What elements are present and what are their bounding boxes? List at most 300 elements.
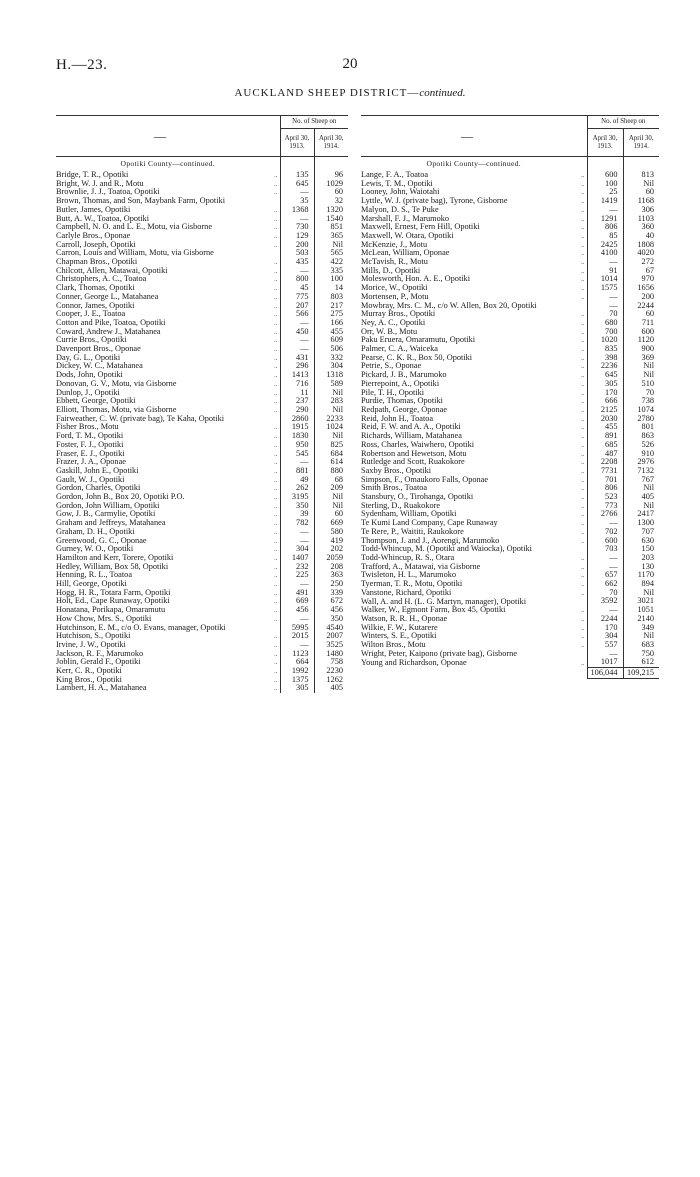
sheep-1914: 580 — [314, 528, 348, 537]
sheep-1913: — — [280, 580, 314, 589]
sheep-1913: — — [587, 206, 623, 215]
owner-name: Donovan, G. V., Motu, via Gisborne — [56, 379, 177, 388]
leader-dots: .. — [581, 275, 585, 284]
owner-name: Pierrepoint, A., Opotiki — [361, 379, 440, 388]
owner-name: Chapman Bros., Opotiki — [56, 258, 138, 267]
owner-name: Rutledge and Scott, Ruakokore — [361, 458, 465, 467]
owner-name: Brownlie, J. J., Toatoa, Opotiki — [56, 188, 160, 197]
sheep-1913: — — [280, 267, 314, 276]
owner-name: Wilton Bros., Motu — [361, 640, 426, 649]
leader-dots: .. — [274, 205, 278, 214]
owner-name: Davenport Bros., Oponae — [56, 345, 141, 354]
sheep-1913: 1020 — [587, 336, 623, 345]
leader-dots: .. — [274, 379, 278, 388]
sheep-1914: 369 — [623, 354, 659, 363]
owner-name: Foster, F. J., Opotiki — [56, 440, 124, 449]
sheep-1914: 1103 — [623, 215, 659, 224]
sheep-1914: 669 — [314, 519, 348, 528]
sheep-1914: 2233 — [314, 415, 348, 424]
leader-dots: .. — [274, 345, 278, 354]
sheep-1913: 2030 — [587, 415, 623, 424]
sheep-1913: 702 — [587, 528, 623, 537]
right-section-heading: Opotiki County—continued. — [426, 159, 521, 168]
owner-name: Murray Bros., Opotiki — [361, 310, 436, 319]
leader-dots: .. — [274, 214, 278, 223]
sheep-1914: Nil — [623, 632, 659, 641]
owner-name: Connor, James, Opotiki — [56, 301, 135, 310]
owner-name: Gordon, Charles, Opotiki — [56, 484, 141, 493]
leader-dots: .. — [581, 310, 585, 319]
leader-dots: .. — [274, 493, 278, 502]
leader-dots: .. — [581, 258, 585, 267]
sheep-1913: 435 — [280, 258, 314, 267]
owner-name: Marshall, F. J., Marumoko — [361, 214, 450, 223]
leader-dots: .. — [274, 527, 278, 536]
sheep-1913: 450 — [280, 328, 314, 337]
sheep-1914: 60 — [623, 188, 659, 197]
leader-dots: .. — [274, 327, 278, 336]
sheep-1914: 32 — [314, 197, 348, 206]
owner-name: Sydenham, William, Opotiki — [361, 510, 457, 519]
leader-dots: .. — [581, 571, 585, 580]
sheep-1913: 85 — [587, 232, 623, 241]
owner-name: Elliott, Thomas, Motu, via Gisborne — [56, 405, 177, 414]
left-table — [56, 115, 348, 693]
owner-name: Kerr, C. R., Opotiki — [56, 667, 122, 676]
sheep-1914: 60 — [623, 310, 659, 319]
sheep-1913: 225 — [280, 571, 314, 580]
owner-name: Te Kumi Land Company, Cape Runaway — [361, 519, 498, 528]
sheep-1914: 750 — [623, 650, 659, 659]
sheep-1913: 350 — [280, 502, 314, 511]
sheep-1914: 4540 — [314, 624, 348, 633]
leader-dots: .. — [274, 292, 278, 301]
sheep-1914: 2244 — [623, 302, 659, 311]
owner-name: Pickard, J. B., Marumoko — [361, 371, 447, 380]
leader-dots: .. — [581, 519, 585, 528]
sheep-1914: 209 — [314, 484, 348, 493]
owner-name: Hutchinson, E. M., c/o O. Evans, manager, Opotiki — [56, 623, 226, 632]
leader-dots: .. — [274, 275, 278, 284]
owner-name: Fairweather, C. W. (private bag), Te Kaha, Opotiki — [56, 414, 225, 423]
right-panel — [361, 115, 659, 679]
leader-dots: .. — [581, 388, 585, 397]
sheep-1914: 60 — [314, 188, 348, 197]
sheep-1913: 170 — [587, 624, 623, 633]
sheep-1913: — — [280, 641, 314, 650]
leader-dots: .. — [581, 284, 585, 293]
owner-name: Twisleton, H. L., Marumoko — [361, 571, 457, 580]
leader-dots: .. — [274, 188, 278, 197]
leader-dots: .. — [581, 614, 585, 623]
owner-name: Dickey, W. C., Matahanea — [56, 362, 143, 371]
leader-dots: .. — [581, 606, 585, 615]
owner-name: Todd-Whincup, R. S., Otara — [361, 553, 455, 562]
leader-dots: .. — [274, 658, 278, 667]
leader-dots: .. — [274, 649, 278, 658]
sheep-1913: 891 — [587, 432, 623, 441]
owner-name: Maxwell, W. Otara, Opotiki — [361, 231, 454, 240]
sheep-1913: 1413 — [280, 371, 314, 380]
sheep-1914: 363 — [314, 571, 348, 580]
owner-name: Trafford, A., Matawai, via Gisborne — [361, 562, 481, 571]
owner-name: Todd-Whincup, M. (Opotiki and Waiocka), Opotiki — [361, 545, 532, 554]
leader-dots: .. — [274, 597, 278, 606]
leader-dots: .. — [274, 466, 278, 475]
sheep-1913: 456 — [280, 606, 314, 615]
owner-name: Young and Richardson, Oponae — [361, 658, 467, 667]
leader-dots: .. — [274, 588, 278, 597]
owner-name: Lyttle, W. J. (private bag), Tyrone, Gisborne — [361, 197, 508, 206]
owner-name: Sterling, D., Ruakokore — [361, 501, 441, 510]
left-section-heading: Opotiki County—continued. — [120, 159, 215, 168]
sheep-1914: Nil — [314, 432, 348, 441]
owner-name: Butler, James, Opotiki — [56, 205, 131, 214]
sheep-1913: — — [587, 554, 623, 563]
sheep-1913: 91 — [587, 267, 623, 276]
leader-dots: .. — [581, 580, 585, 589]
owner-name: Smith Bros., Toatoa — [361, 484, 428, 493]
sheep-1913: 100 — [587, 180, 623, 189]
owner-name: Walker, W., Egmont Farm, Box 45, Opotiki — [361, 606, 506, 615]
leader-dots: .. — [274, 266, 278, 275]
sheep-1914: 1656 — [623, 284, 659, 293]
sheep-1914: 630 — [623, 537, 659, 546]
sheep-1914: 863 — [623, 432, 659, 441]
sheep-1914: Nil — [314, 493, 348, 502]
sheep-1914: 217 — [314, 302, 348, 311]
sheep-1913: — — [280, 345, 314, 354]
owner-name: Coward, Andrew J., Matahanea — [56, 327, 161, 336]
sheep-1913: 49 — [280, 476, 314, 485]
sheep-1914: 70 — [623, 389, 659, 398]
owner-name: Carroll, Joseph, Opotiki — [56, 240, 136, 249]
sheep-1913: 296 — [280, 362, 314, 371]
sheep-1914: 202 — [314, 545, 348, 554]
owner-name: Redpath, George, Oponae — [361, 405, 448, 414]
leader-dots: .. — [274, 231, 278, 240]
sheep-1913: 664 — [280, 658, 314, 667]
sheep-1913: 1575 — [587, 284, 623, 293]
owner-name: Graham and Jeffreys, Matahanea — [56, 519, 166, 528]
sheep-1914: 600 — [623, 328, 659, 337]
sheep-1914: 1300 — [623, 519, 659, 528]
owner-name: Simpson, F., Omaukoro Falls, Oponae — [361, 475, 489, 484]
sheep-1914: 350 — [314, 615, 348, 624]
leader-dots: .. — [581, 449, 585, 458]
leader-dots: .. — [274, 318, 278, 327]
sheep-1913: 135 — [280, 171, 314, 180]
sheep-1914: 672 — [314, 597, 348, 606]
leader-dots: .. — [274, 449, 278, 458]
owner-name: Gow, J. B., Carmylie, Opotiki — [56, 510, 156, 519]
leader-dots: .. — [274, 484, 278, 493]
sheep-1913: 129 — [280, 232, 314, 241]
sheep-1914: 609 — [314, 336, 348, 345]
owner-name: Gordon, John William, Opotiki — [56, 501, 160, 510]
sheep-1914: Nil — [623, 502, 659, 511]
sheep-1913: — — [280, 215, 314, 224]
sheep-1914: 813 — [623, 171, 659, 180]
leader-dots: .. — [581, 345, 585, 354]
totals-row — [361, 668, 659, 679]
owner-name: Lewis, T. M., Opotiki — [361, 179, 433, 188]
sheep-1913: 523 — [587, 493, 623, 502]
sheep-1914: 910 — [623, 450, 659, 459]
sheep-1913: — — [587, 293, 623, 302]
sheep-1913: 491 — [280, 589, 314, 598]
leader-dots: .. — [274, 423, 278, 432]
leader-dots: .. — [581, 553, 585, 562]
leader-dots: .. — [581, 510, 585, 519]
owner-name: Pearse, C. K. R., Box 50, Opotiki — [361, 353, 473, 362]
owner-name: Vanstone, Richard, Opotiki — [361, 588, 452, 597]
leader-dots: .. — [581, 353, 585, 362]
sheep-1914: 707 — [623, 528, 659, 537]
owner-name: Mills, D., Opotiki — [361, 266, 421, 275]
owner-name: Bright, W. J. and R., Motu — [56, 179, 144, 188]
right-header-1914: April 30, 1914. — [623, 129, 659, 157]
sheep-1913: 2425 — [587, 241, 623, 250]
sheep-1913: 557 — [587, 641, 623, 650]
sheep-1914: 2230 — [314, 667, 348, 676]
leader-dots: .. — [274, 371, 278, 380]
table-row — [56, 684, 348, 693]
sheep-1914: 422 — [314, 258, 348, 267]
sheep-1913: 11 — [280, 389, 314, 398]
leader-dots: .. — [274, 284, 278, 293]
sheep-1913: 645 — [587, 371, 623, 380]
sheep-1913: 1992 — [280, 667, 314, 676]
sheep-1914: 283 — [314, 397, 348, 406]
leader-dots: .. — [274, 336, 278, 345]
right-table-body — [361, 157, 659, 679]
owner-name: Mortensen, P., Motu — [361, 292, 429, 301]
leader-dots: .. — [274, 258, 278, 267]
sheep-1914: 60 — [314, 510, 348, 519]
sheep-1913: 680 — [587, 319, 623, 328]
owner-name: Bridge, T. R., Opotiki — [56, 171, 129, 179]
sheep-1914: 801 — [623, 423, 659, 432]
leader-dots: .. — [581, 171, 585, 179]
sheep-1913: 45 — [280, 284, 314, 293]
sheep-1913: 398 — [587, 354, 623, 363]
leader-dots: .. — [274, 536, 278, 545]
leader-dots: .. — [581, 214, 585, 223]
sheep-1914: Nil — [314, 502, 348, 511]
sheep-1914: 589 — [314, 380, 348, 389]
owner-name: King Bros., Opotiki — [56, 675, 122, 684]
sheep-1913: 2236 — [587, 362, 623, 371]
sheep-1913: 881 — [280, 467, 314, 476]
left-header-dash: — — [56, 116, 264, 157]
owner-name: Lange, F. A., Toatoa — [361, 171, 429, 179]
owner-name: Christophers, A. C., Toatoa — [56, 275, 147, 284]
owner-name: Petrie, S., Oponae — [361, 362, 422, 371]
title-main: AUCKLAND SHEEP DISTRICT— — [234, 87, 420, 99]
sheep-1913: — — [587, 519, 623, 528]
sheep-1914: 208 — [314, 563, 348, 572]
sheep-1913: 2125 — [587, 406, 623, 415]
title-continued: continued. — [419, 87, 466, 99]
page-reference: H.—23. — [56, 57, 108, 73]
sheep-1913: 237 — [280, 397, 314, 406]
leader-dots: .. — [581, 240, 585, 249]
sheep-1913: 685 — [587, 441, 623, 450]
sheep-1913: 701 — [587, 476, 623, 485]
leader-dots: .. — [274, 675, 278, 684]
sheep-1914: 250 — [314, 580, 348, 589]
sheep-1914: 1074 — [623, 406, 659, 415]
sheep-1914: 3525 — [314, 641, 348, 650]
sheep-1913: 1291 — [587, 215, 623, 224]
sheep-1914: 203 — [623, 554, 659, 563]
left-header-1914: April 30, 1914. — [314, 129, 348, 157]
sheep-1913: 304 — [280, 545, 314, 554]
sheep-1914: 4020 — [623, 249, 659, 258]
sheep-1914: 335 — [314, 267, 348, 276]
sheep-1913: 232 — [280, 563, 314, 572]
leader-dots: .. — [274, 640, 278, 649]
sheep-1913: 487 — [587, 450, 623, 459]
sheep-1914: 1318 — [314, 371, 348, 380]
left-header-sheep: No. of Sheep on — [280, 116, 348, 129]
total-1913: 106,044 — [587, 668, 623, 679]
sheep-1913: 4100 — [587, 249, 623, 258]
leader-dots: .. — [581, 623, 585, 632]
sheep-1913: 657 — [587, 571, 623, 580]
owner-name: Ford, T. M., Opotiki — [56, 432, 124, 441]
owner-name: Robertson and Hewetson, Motu — [361, 449, 467, 458]
leader-dots: .. — [274, 614, 278, 623]
owner-name: Cooper, J. E., Toatoa — [56, 310, 126, 319]
sheep-1913: 170 — [587, 389, 623, 398]
leader-dots: .. — [581, 231, 585, 240]
sheep-1913: 600 — [587, 171, 623, 180]
owner-name: Honatana, Porikapa, Omaramutu — [56, 606, 166, 615]
total-1914: 109,215 — [623, 668, 659, 679]
sheep-1914: 2417 — [623, 510, 659, 519]
leader-dots: .. — [581, 318, 585, 327]
sheep-1914: 851 — [314, 223, 348, 232]
sheep-1914: 339 — [314, 589, 348, 598]
leader-dots: .. — [274, 475, 278, 484]
sheep-1914: 738 — [623, 397, 659, 406]
sheep-1913: 600 — [587, 537, 623, 546]
sheep-1913: 200 — [280, 241, 314, 250]
owner-name: Holt, Ed., Cape Runaway, Opotiki — [56, 597, 170, 606]
owner-name: Hedley, William, Box 58, Opotiki — [56, 562, 169, 571]
sheep-1913: — — [280, 188, 314, 197]
sheep-1913: 835 — [587, 345, 623, 354]
owner-name: Hamilton and Kerr, Torere, Opotiki — [56, 553, 174, 562]
leader-dots: .. — [274, 501, 278, 510]
sheep-1913: 662 — [587, 580, 623, 589]
sheep-1913: 700 — [587, 328, 623, 337]
leader-dots: .. — [274, 240, 278, 249]
owner-name: Pile, T. H., Opotiki — [361, 388, 425, 397]
owner-name: McKenzie, J., Motu — [361, 240, 428, 249]
leader-dots: .. — [274, 571, 278, 580]
sheep-1913: — — [280, 615, 314, 624]
leader-dots: .. — [581, 292, 585, 301]
leader-dots: .. — [581, 414, 585, 423]
owner-name: Looney, John, Waiotahi — [361, 188, 440, 197]
leader-dots: .. — [581, 205, 585, 214]
sheep-1914: 1320 — [314, 206, 348, 215]
owner-name: Morice, W., Opotiki — [361, 284, 428, 293]
sheep-1913: 645 — [280, 180, 314, 189]
table-row — [361, 658, 659, 667]
sheep-1913: 305 — [280, 684, 314, 693]
leader-dots: .. — [581, 432, 585, 441]
sheep-1914: Nil — [314, 406, 348, 415]
sheep-1913: 7731 — [587, 467, 623, 476]
sheep-1913: 262 — [280, 484, 314, 493]
sheep-1914: 405 — [623, 493, 659, 502]
leader-dots: .. — [274, 519, 278, 528]
leader-dots: .. — [274, 223, 278, 232]
sheep-1913: 1419 — [587, 197, 623, 206]
sheep-1914: 14 — [314, 284, 348, 293]
sheep-1914: 894 — [623, 580, 659, 589]
owner-name: Winters, S. E., Opotiki — [361, 632, 437, 641]
sheep-1913: 305 — [587, 380, 623, 389]
owner-name: Carron, Louis and William, Motu, via Gisborne — [56, 249, 214, 258]
sheep-1914: 1262 — [314, 676, 348, 685]
sheep-1913: 2015 — [280, 632, 314, 641]
sheep-1913: 1368 — [280, 206, 314, 215]
owner-name: Brown, Thomas, and Son, Maybank Farm, Opotiki — [56, 197, 226, 206]
sheep-1913: 207 — [280, 302, 314, 311]
owner-name: Henning, R. L., Toatoa — [56, 571, 133, 580]
leader-dots: .. — [274, 562, 278, 571]
owner-name: Te Rere, P., Waititi, Raukokore — [361, 527, 464, 536]
owner-name: Hogg, H. R., Totara Farm, Opotiki — [56, 588, 171, 597]
sheep-1913: 25 — [587, 188, 623, 197]
sheep-1914: 825 — [314, 441, 348, 450]
left-header-1913: April 30, 1913. — [280, 129, 314, 157]
sheep-1914: 96 — [314, 171, 348, 180]
owner-name: Chilcott, Allen, Matawai, Opotiki — [56, 266, 168, 275]
sheep-1913: — — [587, 650, 623, 659]
sheep-1914: 166 — [314, 319, 348, 328]
owner-name: Jackson, R. F., Marumoko — [56, 649, 144, 658]
sheep-1913: 2860 — [280, 415, 314, 424]
leader-dots: .. — [581, 440, 585, 449]
owner-name: Paku Eruera, Omaramutu, Opotiki — [361, 336, 476, 345]
sheep-1914: 1168 — [623, 197, 659, 206]
owner-name: Conner, George L., Matahanea — [56, 292, 159, 301]
sheep-1913: 566 — [280, 310, 314, 319]
leader-dots: .. — [581, 458, 585, 467]
owner-name: Fisher Bros., Motu — [56, 423, 119, 432]
leader-dots: .. — [274, 684, 278, 693]
right-header-dash: — — [361, 116, 573, 157]
owner-name: Currie Bros., Opotiki — [56, 336, 127, 345]
sheep-1913: 773 — [587, 502, 623, 511]
sheep-1914: 455 — [314, 328, 348, 337]
sheep-1913: — — [587, 258, 623, 267]
sheep-1914: 767 — [623, 476, 659, 485]
leader-dots: .. — [581, 658, 585, 667]
sheep-1913: — — [587, 606, 623, 615]
leader-dots: .. — [274, 397, 278, 406]
sheep-1914: 565 — [314, 249, 348, 258]
leader-dots: .. — [274, 362, 278, 371]
sheep-1913: 666 — [587, 397, 623, 406]
leader-dots: .. — [581, 397, 585, 406]
